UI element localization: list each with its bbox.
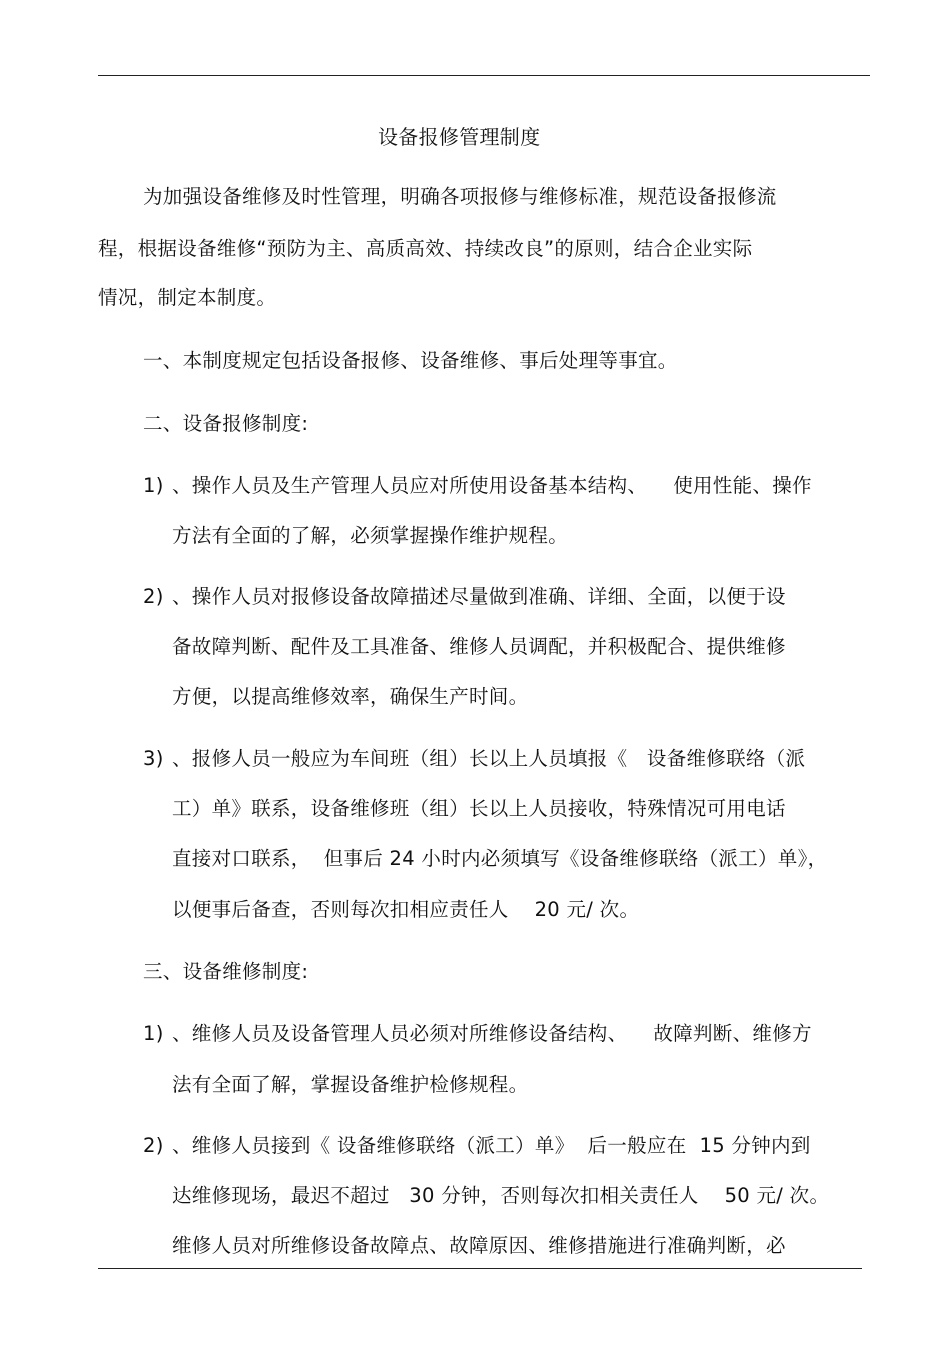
item-line: 方法有全面的了解，必须掌握操作维护规程。 bbox=[172, 524, 569, 547]
item-line: 、操作人员对报修设备故障描述尽量做到准确、详细、全面，以便于设 bbox=[172, 585, 786, 608]
item-line: 、报修人员一般应为车间班（组）长以上人员填报《 设备维修联络（派 bbox=[172, 747, 806, 770]
item-line: 直接对口联系， 但事后 24 小时内必须填写《设备维修联络（派工）单》， bbox=[172, 847, 828, 870]
item-line: 工）单》联系，设备维修班（组）长以上人员接收，特殊情况可用电话 bbox=[172, 797, 786, 820]
item-line: 、维修人员及设备管理人员必须对所维修设备结构、 故障判断、维修方 bbox=[172, 1022, 812, 1045]
section-3-heading: 三、设备维修制度: bbox=[143, 960, 309, 983]
document-title: 设备报修管理制度 bbox=[378, 125, 541, 149]
footer-rule bbox=[98, 1268, 862, 1269]
item-line: 法有全面了解，掌握设备维护检修规程。 bbox=[172, 1073, 529, 1096]
item-number: 2) bbox=[143, 585, 164, 608]
item-number: 3) bbox=[143, 747, 164, 770]
item-line: 、维修人员接到《 设备维修联络（派工）单》 后一般应在 15 分钟内到 bbox=[172, 1134, 811, 1157]
item-line: 维修人员对所维修设备故障点、故障原因、维修措施进行准确判断，必 bbox=[172, 1234, 786, 1257]
item-line: 以便事后备查，否则每次扣相应责任人 20 元/ 次。 bbox=[172, 898, 640, 921]
item-number: 1) bbox=[143, 474, 164, 497]
item-number: 1) bbox=[143, 1022, 164, 1045]
item-line: 达维修现场，最迟不超过 30 分钟，否则每次扣相关责任人 50 元/ 次。 bbox=[172, 1184, 830, 1207]
item-line: 方便，以提高维修效率，确保生产时间。 bbox=[172, 685, 529, 708]
item-line: 、操作人员及生产管理人员应对所使用设备基本结构、 使用性能、操作 bbox=[172, 474, 812, 497]
intro-line: 情况，制定本制度。 bbox=[98, 286, 277, 309]
item-number: 2) bbox=[143, 1134, 164, 1157]
section-2-heading: 二、设备报修制度: bbox=[143, 412, 309, 435]
intro-line: 为加强设备维修及时性管理，明确各项报修与维修标准，规范设备报修流 bbox=[143, 185, 777, 208]
intro-line: 程，根据设备维修“预防为主、高质高效、持续改良”的原则，结合企业实际 bbox=[98, 237, 753, 260]
header-rule bbox=[98, 75, 870, 76]
item-line: 备故障判断、配件及工具准备、维修人员调配，并积极配合、提供维修 bbox=[172, 635, 786, 658]
section-1: 一、本制度规定包括设备报修、设备维修、事后处理等事宜。 bbox=[143, 349, 678, 372]
